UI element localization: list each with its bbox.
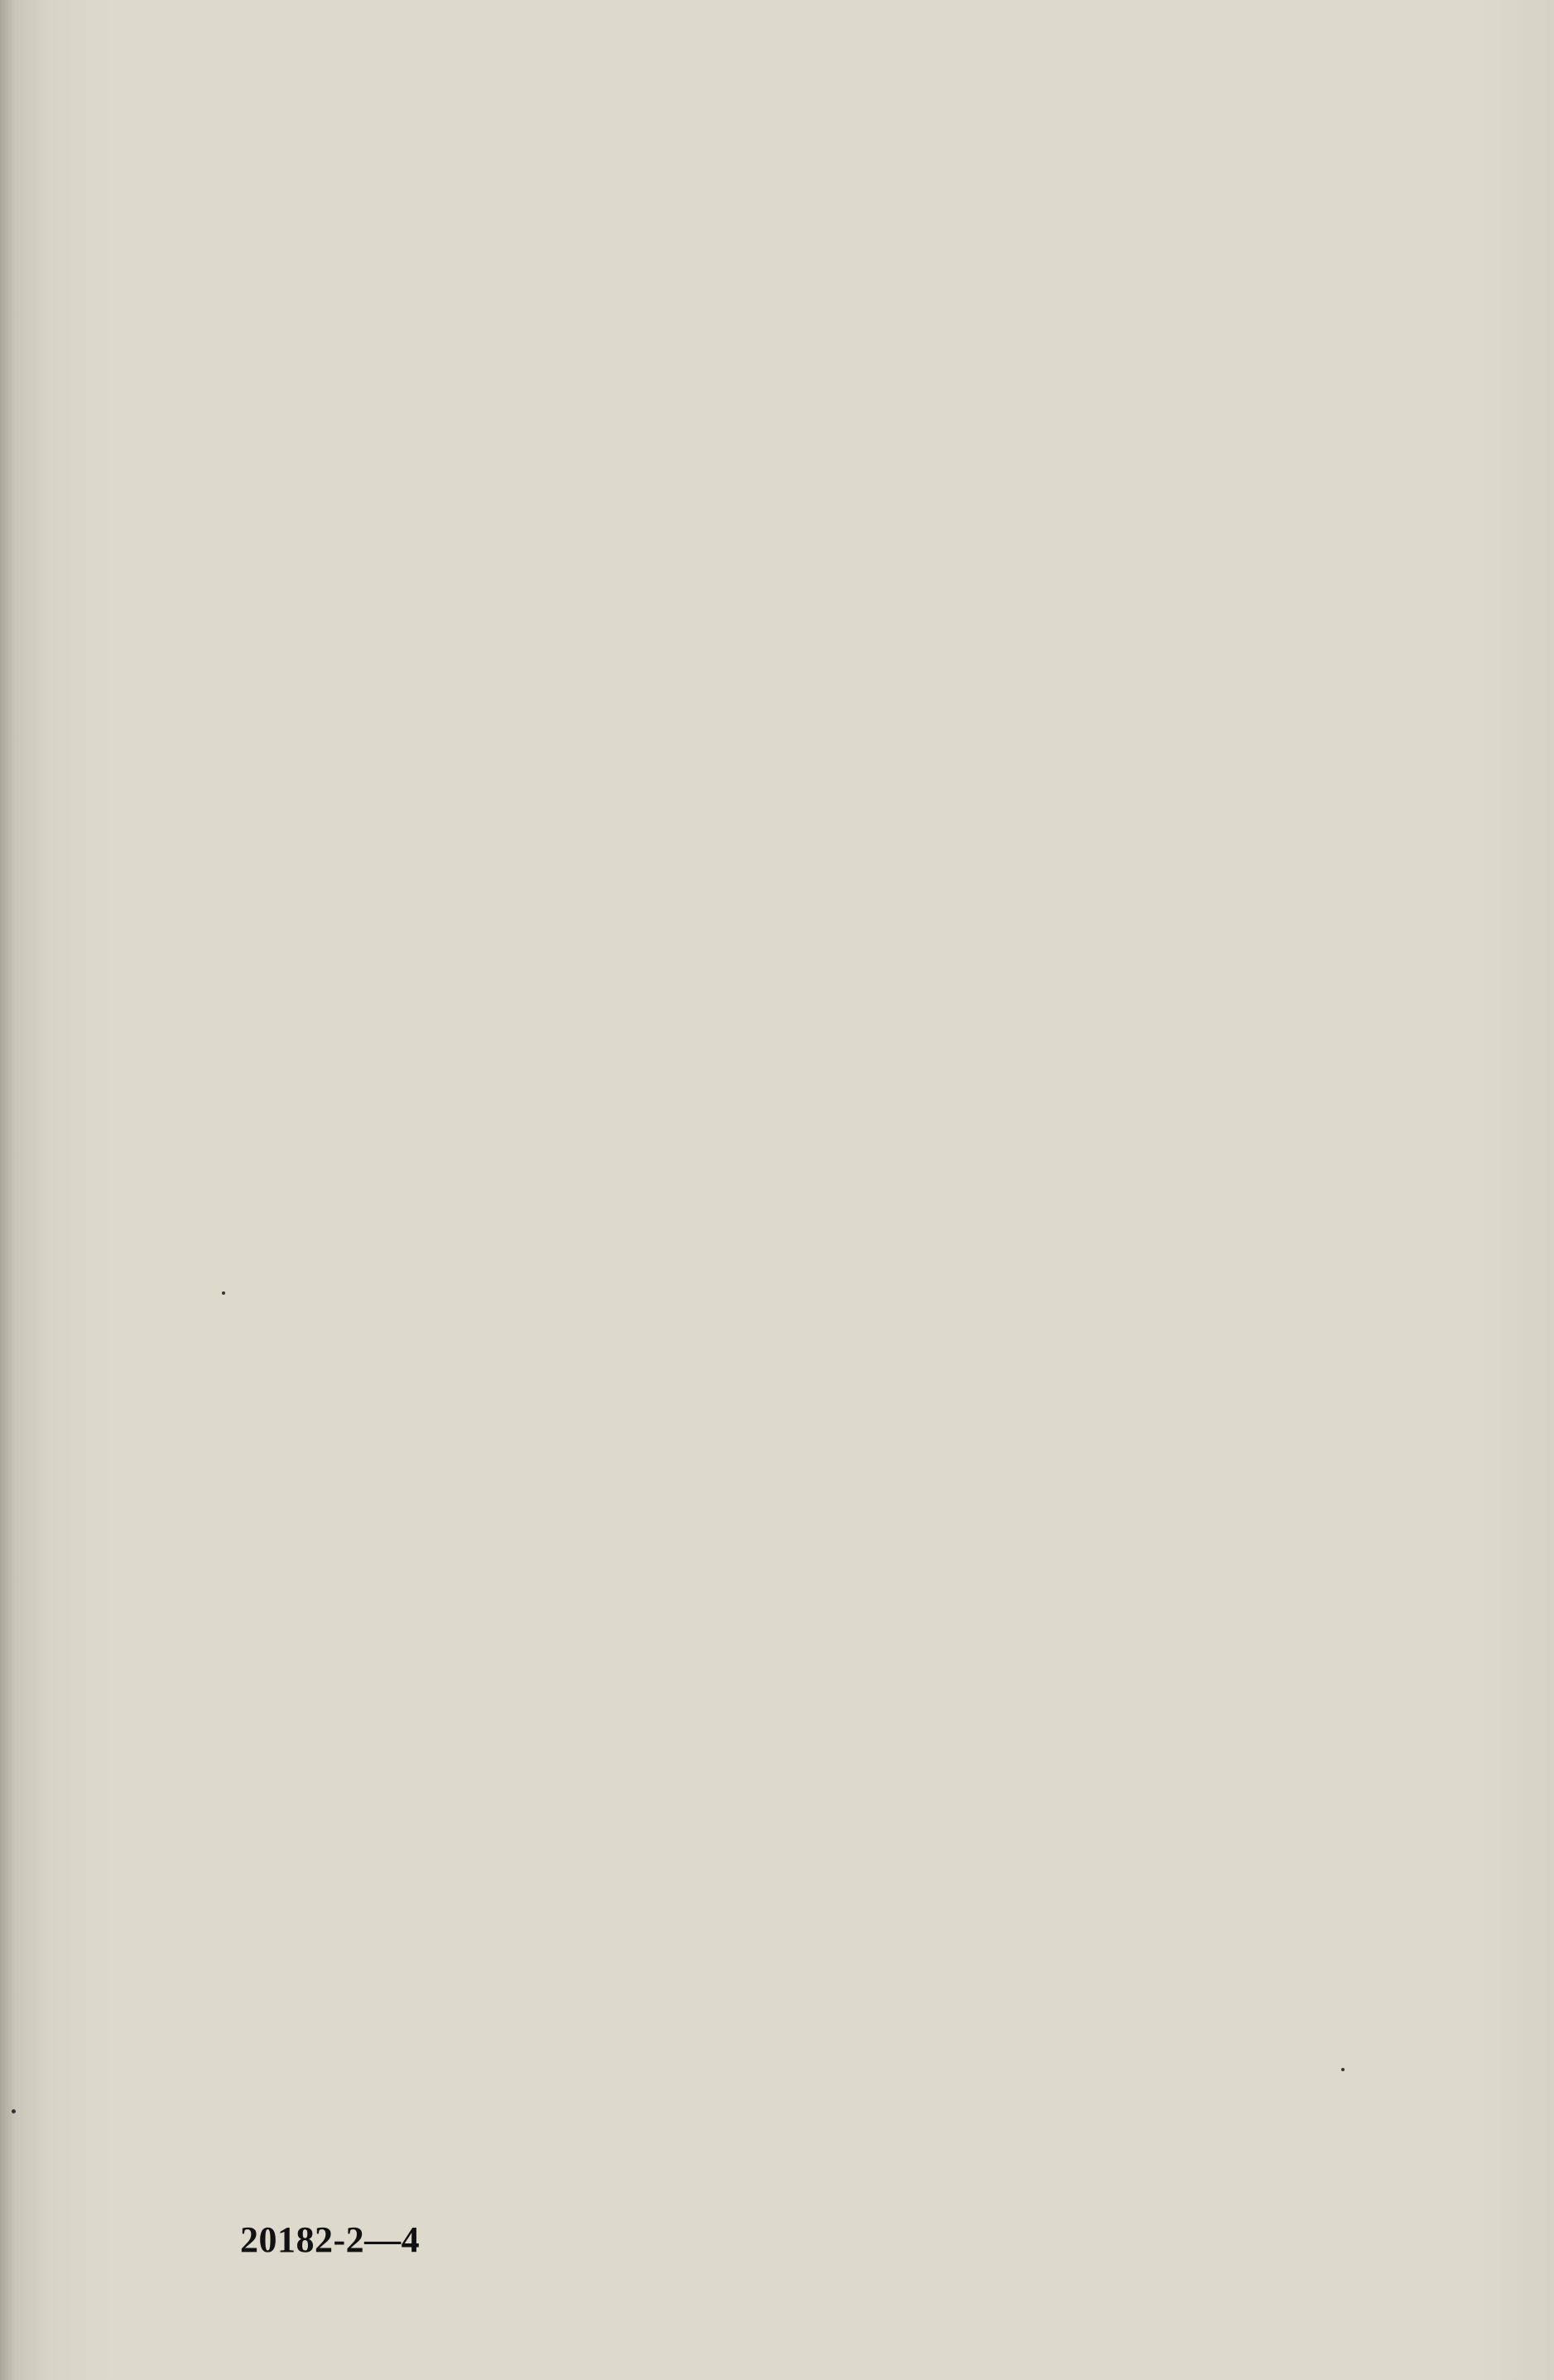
- footer-print-code: 20182-2—4: [240, 2219, 421, 2260]
- ink-speck: [12, 2109, 16, 2113]
- ink-speck: [1341, 2068, 1345, 2071]
- ink-speck: [222, 1291, 225, 1295]
- reverse-side-show-through: [132, 108, 1126, 2260]
